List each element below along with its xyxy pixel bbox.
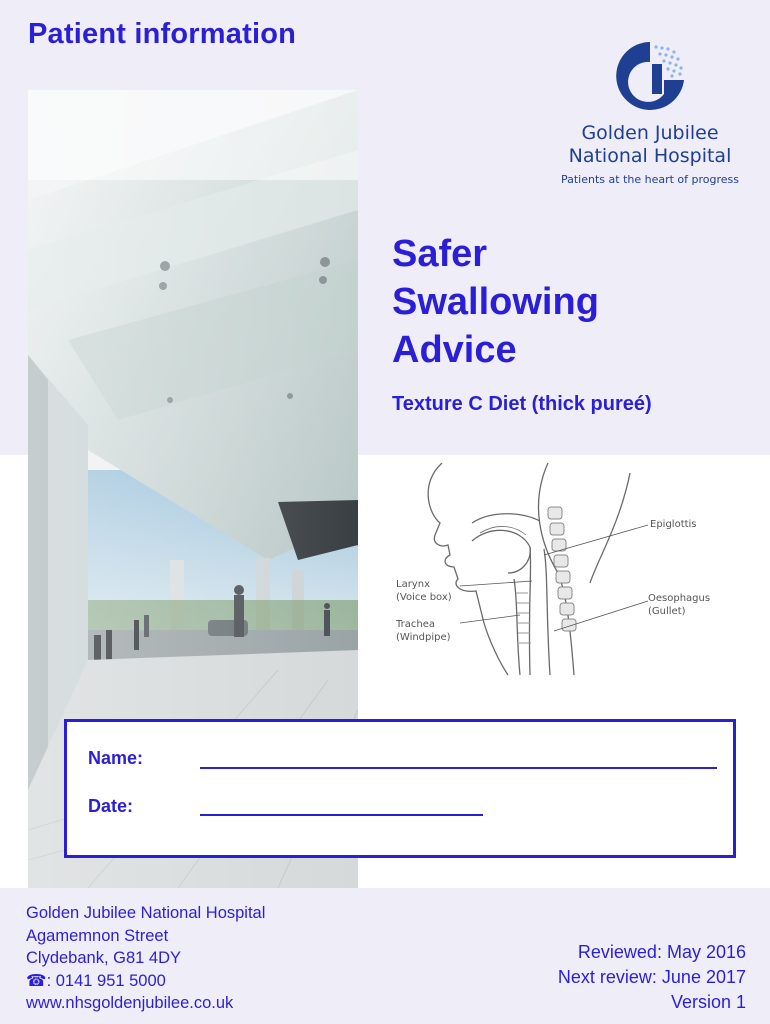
phone-number: : 0141 951 5000 (46, 971, 166, 990)
name-label: Name: (88, 748, 144, 768)
website-link[interactable]: www.nhsgoldenjubilee.co.uk (26, 994, 234, 1012)
phone-line (26, 970, 265, 993)
oesophagus-sublabel: (Gullet) (648, 606, 686, 617)
hospital-name-line1: Golden Jubilee (581, 122, 719, 144)
larynx-sublabel: (Voice box) (396, 592, 452, 603)
hospital-tagline: Patients at the heart of progress (560, 173, 740, 186)
review-info (558, 940, 746, 1015)
epiglottis-label: Epiglottis (650, 519, 697, 530)
hospital-logo (612, 40, 688, 112)
hospital-name-line2: National Hospital (568, 145, 732, 167)
larynx-label: Larynx (396, 579, 430, 590)
date-field[interactable] (200, 814, 483, 816)
date-label: Date: (88, 796, 134, 816)
version-number: Version 1 (670, 992, 746, 1012)
oesophagus-label: Oesophagus (648, 593, 711, 604)
address-line3: Clydebank, G81 4DY (26, 949, 182, 967)
hospital-name (540, 122, 760, 168)
name-field[interactable] (200, 767, 717, 769)
trachea-label: Trachea (396, 619, 435, 630)
page-title (392, 230, 752, 374)
trachea-sublabel: (Windpipe) (396, 632, 451, 643)
title-line3: Advice (392, 329, 517, 371)
page-header-title: Patient information (28, 18, 297, 50)
hospital-address (26, 902, 265, 1015)
title-line1: Safer (392, 233, 488, 275)
telephone-icon: ☎ (26, 971, 47, 990)
swallowing-anatomy-diagram (380, 463, 730, 678)
next-review-date: Next review: June 2017 (557, 967, 746, 987)
reviewed-date: Reviewed: May 2016 (577, 942, 746, 962)
address-line1: Golden Jubilee National Hospital (26, 904, 266, 922)
patient-details-form (64, 719, 736, 858)
address-line2: Agamemnon Street (26, 926, 169, 945)
page-subtitle: Texture C Diet (thick pureé) (392, 393, 652, 415)
title-line2: Swallowing (392, 281, 599, 323)
